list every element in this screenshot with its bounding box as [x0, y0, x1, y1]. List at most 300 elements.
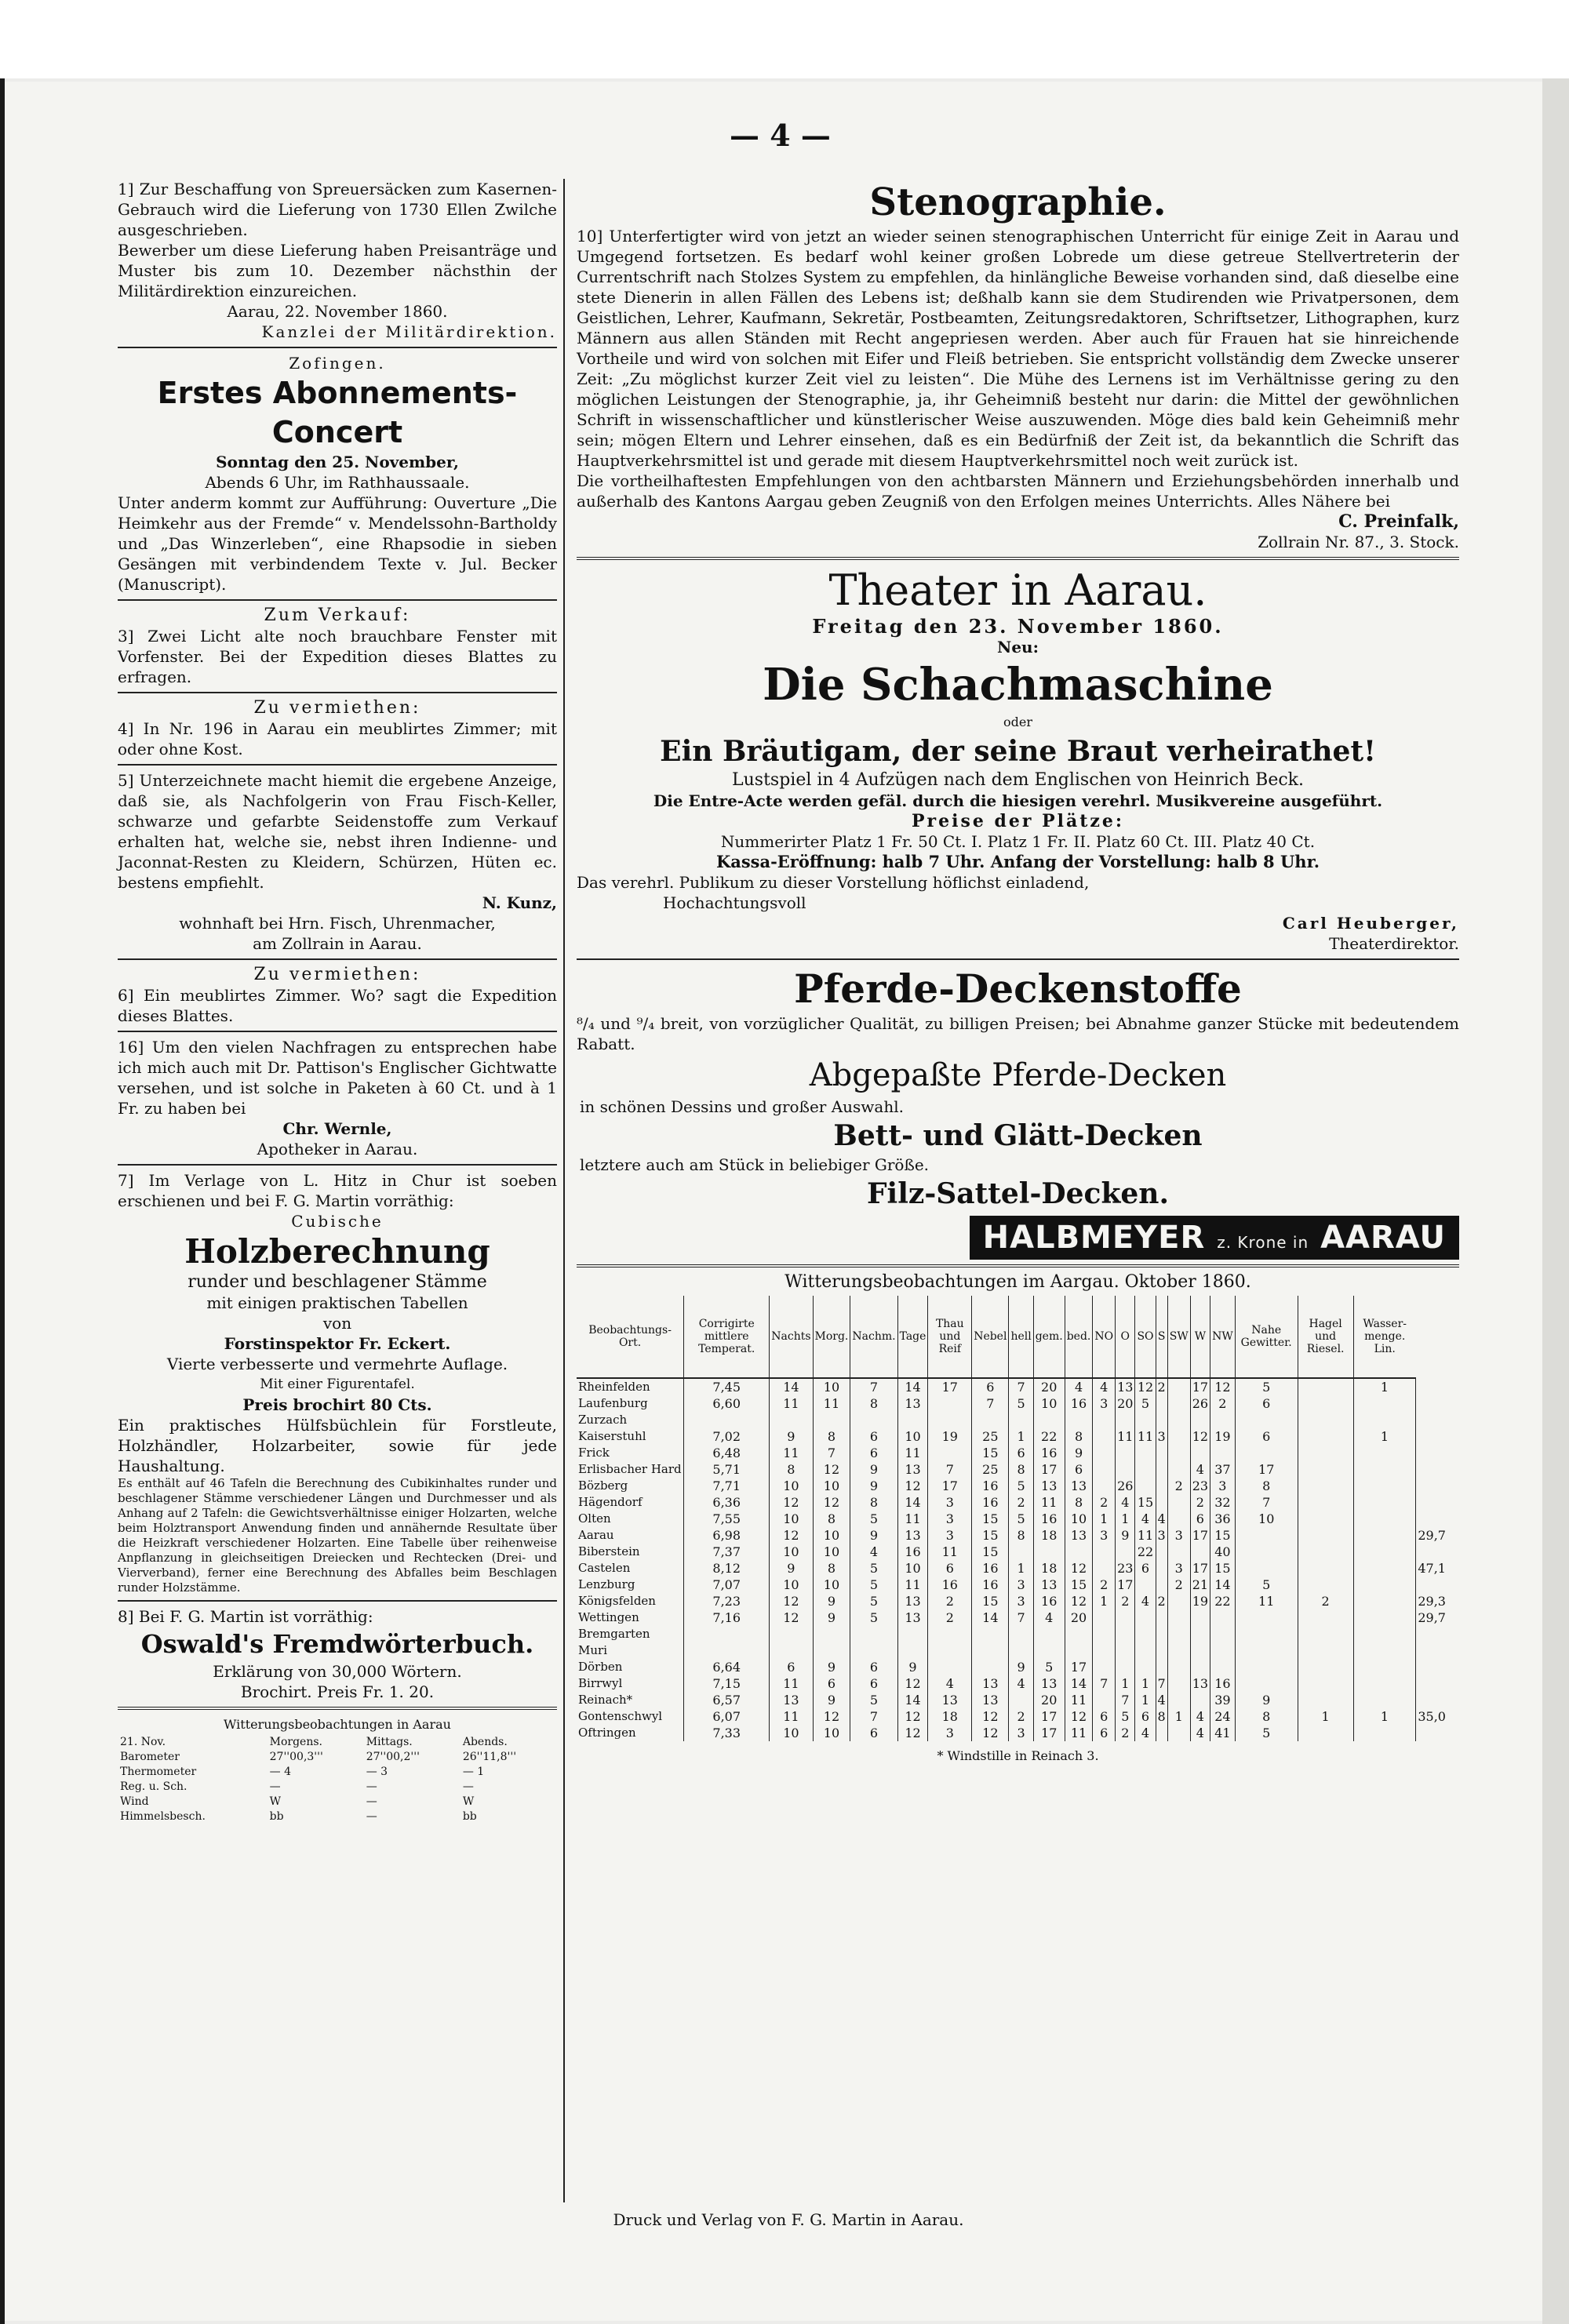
table-cell: 11 — [897, 1511, 928, 1527]
table-cell: 6 — [850, 1725, 897, 1741]
table-cell: 2 — [1298, 1593, 1353, 1609]
table-cell — [1135, 1461, 1156, 1478]
table-cell: 10 — [813, 1725, 850, 1741]
table-cell: Dörben — [578, 1660, 623, 1674]
table-cell: 7 — [1235, 1494, 1298, 1511]
table-cell: 4 — [850, 1544, 897, 1560]
table-cell: 16 — [972, 1577, 1009, 1593]
table-cell — [1009, 1692, 1033, 1708]
table-cell — [1190, 1544, 1210, 1560]
table-cell: 39 — [1210, 1692, 1236, 1708]
table-header-cell: Beobachtungs-Ort. — [577, 1296, 684, 1378]
table-cell — [897, 1626, 928, 1642]
table-cell: 16 — [972, 1478, 1009, 1494]
table-cell: 11 — [1135, 1428, 1156, 1445]
table-cell: 11 — [770, 1675, 813, 1692]
table-row — [577, 1378, 1447, 1395]
table-cell: 13 — [897, 1593, 928, 1609]
halbmeyer-logo-box — [970, 1216, 1459, 1260]
table-cell: 13 — [1065, 1527, 1093, 1544]
table-cell: 9 — [1009, 1659, 1033, 1675]
theater-times: Kassa-Eröffnung: halb 7 Uhr. Anfang der Vorstellung: halb 8 Uhr. — [715, 852, 1320, 871]
table-cell: 6 — [1190, 1511, 1210, 1527]
table-cell: 10 — [813, 1478, 850, 1494]
table-cell: 20 — [1033, 1692, 1065, 1708]
oswald-intro: 8] Bei F. G. Martin ist vorräthig: — [118, 1607, 373, 1626]
table-cell — [1156, 1445, 1167, 1461]
table-cell: 16 — [1210, 1675, 1236, 1692]
steno-title: Stenographie. — [869, 180, 1167, 224]
table-cell: 7 — [1116, 1692, 1135, 1708]
table-cell — [1353, 1412, 1416, 1428]
table-cell: 22 — [1033, 1428, 1065, 1445]
table-cell: 10 — [770, 1544, 813, 1560]
weather-big-table — [577, 1296, 1447, 1741]
table-cell: 17 — [1190, 1527, 1210, 1544]
table-cell: 21. Nov. — [120, 1736, 166, 1748]
kunz-sign: N. Kunz, — [482, 893, 557, 912]
table-cell: Muri — [578, 1643, 607, 1657]
verkauf-body: 3] Zwei Licht alte noch brauchbare Fenster mit Vorfenster. Bei der Expedition dieses Blattes zu erfragen. — [118, 627, 557, 686]
table-cell: 18 — [1033, 1527, 1065, 1544]
table-cell — [1416, 1395, 1447, 1412]
table-cell — [1210, 1609, 1236, 1626]
table-cell: 32 — [1210, 1494, 1236, 1511]
table-cell: 47,1 — [1416, 1560, 1447, 1577]
table-cell — [1235, 1560, 1298, 1577]
weather-small-title: Witterungsbeobachtungen in Aarau — [224, 1717, 451, 1732]
table-cell: 4 — [1156, 1692, 1167, 1708]
table-cell: 4 — [1009, 1675, 1033, 1692]
table-cell — [1235, 1527, 1298, 1544]
table-cell: 15 — [1135, 1494, 1156, 1511]
table-cell — [1116, 1544, 1135, 1560]
table-cell: 5 — [1009, 1395, 1033, 1412]
table-header-cell: Corrigirte mittlere Temperat. — [684, 1296, 770, 1378]
table-cell: 6 — [813, 1675, 850, 1692]
table-cell: 1 — [1298, 1708, 1353, 1725]
pferde-title: Pferde-Deckenstoffe — [794, 966, 1242, 1012]
table-cell: 4 — [1190, 1461, 1210, 1478]
table-cell: 41 — [1210, 1725, 1236, 1741]
table-cell: 9 — [897, 1659, 928, 1675]
concert-title: Erstes Abonnements-Concert — [157, 376, 518, 449]
table-cell: — — [462, 1780, 474, 1793]
table-cell: 10 — [813, 1527, 850, 1544]
table-cell: 17 — [1033, 1725, 1065, 1741]
table-cell: 2 — [1167, 1577, 1190, 1593]
table-cell — [1210, 1412, 1236, 1428]
table-cell: 5 — [1235, 1378, 1298, 1395]
table-cell: 4 — [1190, 1708, 1210, 1725]
table-cell: 5 — [1009, 1511, 1033, 1527]
divider — [577, 557, 1459, 560]
table-cell: Wettingen — [578, 1610, 639, 1624]
table-cell — [1167, 1494, 1190, 1511]
table-cell — [1009, 1626, 1033, 1642]
concert-date: Sonntag den 25. November, — [216, 453, 459, 471]
table-cell — [1167, 1609, 1190, 1626]
oswald-price: Brochirt. Preis Fr. 1. 20. — [240, 1682, 435, 1701]
table-cell: 11 — [897, 1577, 928, 1593]
table-cell: 9 — [813, 1593, 850, 1609]
table-cell — [1033, 1412, 1065, 1428]
table-cell: 6 — [850, 1675, 897, 1692]
theater-sign: Carl Heuberger, — [1282, 914, 1459, 933]
table-cell — [1298, 1692, 1353, 1708]
table-cell: 23 — [1190, 1478, 1210, 1494]
table-cell: 12 — [770, 1593, 813, 1609]
table-cell: 12 — [897, 1478, 928, 1494]
table-cell: 9 — [1116, 1527, 1135, 1544]
table-cell: 8 — [1235, 1478, 1298, 1494]
table-cell: 8 — [813, 1428, 850, 1445]
table-cell — [1353, 1461, 1416, 1478]
table-cell — [1009, 1642, 1033, 1659]
vermiethen-heading: Zu vermiethen: — [253, 698, 421, 718]
theater-neu: Neu: — [997, 638, 1039, 656]
table-cell: 14 — [897, 1494, 928, 1511]
table-header-cell: NO — [1093, 1296, 1116, 1378]
table-cell — [928, 1659, 972, 1675]
table-header-cell: Hagel und Riesel. — [1298, 1296, 1353, 1378]
table-cell: 18 — [1033, 1560, 1065, 1577]
table-cell — [770, 1626, 813, 1642]
table-cell — [1190, 1626, 1210, 1642]
table-cell: 17 — [1065, 1659, 1093, 1675]
table-cell: 2 — [1210, 1395, 1236, 1412]
table-cell — [1167, 1445, 1190, 1461]
table-cell: 25 — [972, 1428, 1009, 1445]
table-cell — [1033, 1642, 1065, 1659]
table-cell: 29,7 — [1416, 1609, 1447, 1626]
table-cell — [1156, 1609, 1167, 1626]
table-header-cell: Wasser-menge. Lin. — [1353, 1296, 1416, 1378]
table-row — [577, 1478, 1447, 1494]
table-cell: 12 — [1210, 1378, 1236, 1395]
table-cell — [1093, 1626, 1116, 1642]
table-cell: Hägendorf — [578, 1495, 643, 1509]
table-cell: 16 — [972, 1560, 1009, 1577]
column-divider — [563, 179, 565, 2202]
pferde-title2: Abgepaßte Pferde-Decken — [809, 1057, 1227, 1093]
holz-price: Preis brochirt 80 Cts. — [242, 1395, 432, 1414]
table-cell — [1353, 1560, 1416, 1577]
table-cell: 5 — [850, 1560, 897, 1577]
table-cell: 1 — [1353, 1378, 1416, 1395]
table-cell: 13 — [972, 1692, 1009, 1708]
vermiethen-body: 4] In Nr. 196 in Aarau ein meublirtes Zimmer; mit oder ohne Kost. — [118, 719, 557, 758]
table-cell — [1298, 1494, 1353, 1511]
table-cell: 1 — [1009, 1428, 1033, 1445]
table-cell: 21 — [1190, 1577, 1210, 1593]
table-cell — [1190, 1642, 1210, 1659]
table-cell: 3 — [1093, 1395, 1116, 1412]
table-cell — [1190, 1445, 1210, 1461]
concert-body: Unter anderm kommt zur Aufführung: Ouverture „Die Heimkehr aus der Fremde“ v. Mendelssohn-Bartholdy und „Das Winzerleben“, eine Rhapsodie in sieben Gesängen mit verbindendem Texte v. Jul. Becker (Manuscript). — [118, 493, 557, 594]
table-cell: 2 — [1156, 1593, 1167, 1609]
halbmeyer-logo — [577, 1216, 1459, 1260]
table-cell: 4 — [1135, 1593, 1156, 1609]
theater-prices-heading: Preise der Plätze: — [911, 811, 1125, 831]
table-cell: 12 — [897, 1708, 928, 1725]
table-cell: 4 — [1093, 1378, 1116, 1395]
table-cell: 6 — [1235, 1395, 1298, 1412]
table-cell: 2 — [1116, 1593, 1135, 1609]
table-cell — [1093, 1642, 1116, 1659]
table-cell — [1093, 1461, 1116, 1478]
table-cell — [1416, 1478, 1447, 1494]
ad-military — [118, 179, 557, 342]
table-cell: 11 — [1135, 1527, 1156, 1544]
right-column — [577, 179, 1459, 1766]
table-cell: W — [269, 1795, 282, 1808]
table-cell — [1353, 1445, 1416, 1461]
table-cell: 7,45 — [684, 1378, 770, 1395]
table-row — [577, 1675, 1447, 1692]
table-cell — [1135, 1659, 1156, 1675]
table-cell: — — [366, 1795, 377, 1808]
table-cell — [1167, 1395, 1190, 1412]
table-cell: 5 — [850, 1577, 897, 1593]
table-cell: 6 — [770, 1659, 813, 1675]
table-cell — [1416, 1642, 1447, 1659]
table-cell: 3 — [1156, 1428, 1167, 1445]
table-cell: 5 — [1235, 1725, 1298, 1741]
kunz-addr1: wohnhaft bei Hrn. Fisch, Uhrenmacher, — [179, 914, 496, 933]
table-cell — [1416, 1577, 1447, 1593]
table-cell: 5 — [1009, 1478, 1033, 1494]
table-cell — [1167, 1659, 1190, 1675]
table-cell — [1353, 1395, 1416, 1412]
theater-play: Die Schachmaschine — [763, 659, 1273, 711]
table-cell: 10 — [770, 1577, 813, 1593]
table-row — [577, 1412, 1447, 1428]
table-cell: 8 — [813, 1560, 850, 1577]
table-cell: 27''00,3''' — [269, 1751, 323, 1763]
table-cell — [1167, 1428, 1190, 1445]
table-cell: 9 — [813, 1692, 850, 1708]
table-cell: 1 — [1116, 1675, 1135, 1692]
table-cell: 13 — [1033, 1478, 1065, 1494]
table-cell — [1167, 1461, 1190, 1478]
table-cell: 2 — [1093, 1494, 1116, 1511]
table-cell: 3 — [928, 1511, 972, 1527]
table-cell — [1353, 1609, 1416, 1626]
holz-sub1: runder und beschlagener Stämme — [187, 1272, 487, 1292]
kunz-addr2: am Zollrain in Aarau. — [253, 934, 422, 953]
weather-small-table — [118, 1735, 557, 1824]
theater-invite: Das verehrl. Publikum zu dieser Vorstellung höflichst einladend, — [577, 873, 1090, 892]
holz-sub2: mit einigen praktischen Tabellen — [206, 1293, 468, 1312]
table-cell — [1167, 1626, 1190, 1642]
table-cell: 20 — [1033, 1378, 1065, 1395]
table-cell: 15 — [1210, 1527, 1236, 1544]
table-row — [577, 1395, 1447, 1412]
table-cell: 11 — [1033, 1494, 1065, 1511]
table-cell — [1353, 1527, 1416, 1544]
table-cell: 19 — [928, 1428, 972, 1445]
table-cell — [1298, 1478, 1353, 1494]
pferde-title4: Filz-Sattel-Decken. — [867, 1177, 1169, 1210]
table-cell — [1093, 1609, 1116, 1626]
table-row — [577, 1609, 1447, 1626]
table-header-cell: hell — [1009, 1296, 1033, 1378]
table-cell: 13 — [897, 1461, 928, 1478]
table-cell: 6 — [1135, 1708, 1156, 1725]
table-cell — [1156, 1412, 1167, 1428]
table-cell: 4 — [1135, 1725, 1156, 1741]
table-row — [577, 1577, 1447, 1593]
table-cell: 2 — [1156, 1378, 1167, 1395]
table-cell: 7,16 — [684, 1609, 770, 1626]
table-cell: 23 — [1116, 1560, 1135, 1577]
table-cell — [1298, 1577, 1353, 1593]
table-cell — [1156, 1544, 1167, 1560]
table-cell — [1416, 1412, 1447, 1428]
table-cell: 1 — [1353, 1428, 1416, 1445]
table-cell: — — [366, 1810, 377, 1823]
table-cell: 40 — [1210, 1544, 1236, 1560]
table-cell — [850, 1626, 897, 1642]
table-cell: 6 — [1093, 1725, 1116, 1741]
table-cell — [1093, 1692, 1116, 1708]
table-cell — [1093, 1445, 1116, 1461]
holz-small: Es enthält auf 46 Tafeln die Berechnung des Cubikinhaltes runder und beschlagener Stämme verschiedener Längen und Durchmesser und als Anhang auf 2 Tafeln: die Gewichtsverhältnisse einiger Holzarten, welche beim Holztransport Anwendung finden und annähernde Resultate über die Heizkraft verschiedener Holzarten. Eine Tabelle über reihenweise Anpflanzung in gleichseitigen Dreiecken und Rechtecken (Drei- und Vierverband), ferner eine Berechnung des Abfalles beim Beschlagen runder Holzstämme. — [118, 1476, 557, 1595]
table-row — [577, 1544, 1447, 1560]
table-cell: 6 — [1093, 1708, 1116, 1725]
divider — [577, 958, 1459, 960]
table-cell — [1235, 1609, 1298, 1626]
table-cell: Bözberg — [578, 1478, 628, 1493]
table-cell: 6 — [1065, 1461, 1093, 1478]
ad-military-sign: Kanzlei der Militärdirektion. — [261, 322, 557, 341]
table-cell — [1416, 1428, 1447, 1445]
table-cell — [1135, 1642, 1156, 1659]
table-cell: 5 — [1135, 1395, 1156, 1412]
scan-top-margin — [0, 0, 1569, 78]
table-cell — [1167, 1412, 1190, 1428]
table-row — [118, 1780, 557, 1795]
table-cell: Biberstein — [578, 1544, 640, 1558]
table-cell — [1093, 1659, 1116, 1675]
table-cell: 4 — [1156, 1511, 1167, 1527]
table-cell: 14 — [770, 1378, 813, 1395]
table-cell — [1116, 1445, 1135, 1461]
table-cell: 10 — [770, 1478, 813, 1494]
steno-body2: Die vortheilhaftesten Empfehlungen von den achtbarsten Männern und Erziehungsbehörden innerhalb und außerhalb des Kantons Aargau geben Zeugniß von den Erfolgen meines Unterrichts. Alles Nähere bei — [577, 471, 1459, 511]
table-cell — [1167, 1511, 1190, 1527]
table-cell: Königsfelden — [578, 1594, 656, 1608]
table-cell — [1135, 1626, 1156, 1642]
table-row — [577, 1428, 1447, 1445]
holz-title: Holzberechnung — [184, 1232, 490, 1271]
table-row — [577, 1659, 1447, 1675]
logo-main: HALBMEYER — [982, 1220, 1206, 1256]
table-cell — [1353, 1675, 1416, 1692]
table-cell: 29,7 — [1416, 1527, 1447, 1544]
table-cell: 12 — [972, 1725, 1009, 1741]
table-cell — [1353, 1577, 1416, 1593]
table-cell — [1135, 1412, 1156, 1428]
table-cell — [850, 1642, 897, 1659]
table-cell: 3 — [1167, 1527, 1190, 1544]
table-cell: 13 — [770, 1692, 813, 1708]
table-cell — [1190, 1659, 1210, 1675]
table-cell: 11 — [770, 1708, 813, 1725]
holz-von: von — [322, 1314, 352, 1333]
table-cell: 4 — [1033, 1609, 1065, 1626]
table-header-cell: Morg. — [813, 1296, 850, 1378]
table-row — [577, 1560, 1447, 1577]
table-cell: 14 — [1210, 1577, 1236, 1593]
table-cell: 10 — [770, 1725, 813, 1741]
table-cell: 3 — [928, 1494, 972, 1511]
table-cell: 8 — [1009, 1461, 1033, 1478]
table-cell — [1009, 1412, 1033, 1428]
table-cell: 22 — [1135, 1544, 1156, 1560]
table-row — [577, 1642, 1447, 1659]
table-cell — [1298, 1642, 1353, 1659]
theater-oder: oder — [1003, 715, 1032, 729]
table-cell: Laufenburg — [578, 1396, 648, 1410]
table-row — [577, 1692, 1447, 1708]
table-cell — [1298, 1461, 1353, 1478]
divider — [118, 958, 557, 960]
table-cell — [1116, 1659, 1135, 1675]
table-cell: 17 — [1190, 1378, 1210, 1395]
kunz-body: 5] Unterzeichnete macht hiemit die ergebene Anzeige, daß sie, als Nachfolgerin von Frau Fisch-Keller, schwarze und gefarbte Seidenstoffe zum Verkauf erhalten hat, welche sie, nebst ihren Indienne- und Jaconnat-Resten zu Kleidern, Schürzen, Hüten ec. bestens empfiehlt. — [118, 771, 557, 892]
table-cell: Himmelsbesch. — [120, 1810, 206, 1823]
table-cell: Morgens. — [269, 1736, 322, 1748]
table-cell: 4 — [1116, 1494, 1135, 1511]
table-cell — [1416, 1659, 1447, 1675]
table-cell: 12 — [770, 1494, 813, 1511]
table-cell: 6 — [1135, 1560, 1156, 1577]
table-cell: 12 — [813, 1494, 850, 1511]
table-cell: 6 — [1009, 1445, 1033, 1461]
divider — [118, 347, 557, 348]
table-cell — [1093, 1478, 1116, 1494]
table-cell: Wind — [120, 1795, 149, 1808]
table-cell: 20 — [1065, 1609, 1093, 1626]
table-cell — [1033, 1626, 1065, 1642]
table-cell: 7,33 — [684, 1725, 770, 1741]
table-cell: 6,60 — [684, 1395, 770, 1412]
table-cell — [1298, 1378, 1353, 1395]
table-cell: 6 — [850, 1445, 897, 1461]
table-cell: bb — [462, 1810, 477, 1823]
weather-big-body — [577, 1378, 1447, 1741]
table-cell — [1235, 1412, 1298, 1428]
table-cell: 10 — [813, 1544, 850, 1560]
table-cell: Rheinfelden — [578, 1380, 650, 1394]
table-cell: 12 — [1135, 1378, 1156, 1395]
steno-sign: C. Preinfalk, — [1338, 511, 1459, 532]
table-cell — [1190, 1609, 1210, 1626]
table-cell: 29,3 — [1416, 1593, 1447, 1609]
table-cell: 11 — [928, 1544, 972, 1560]
table-cell: 10 — [1065, 1511, 1093, 1527]
table-cell — [1116, 1609, 1135, 1626]
table-cell — [1065, 1626, 1093, 1642]
table-cell: 7,37 — [684, 1544, 770, 1560]
steno-body: 10] Unterfertigter wird von jetzt an wieder seinen stenographischen Unterricht für einige Zeit in Aarau und Umgegend fortsetzen. Es bedarf wohl keiner großen Lobrede um diese getreue Stellvertreterin der Currentschrift nach Stolzes System zu empfehlen, da hinlängliche Beweise vorhanden sind, daß dieselbe eine stete Dienerin in allen Fällen des Lebens ist; deßhalb kann sie dem Studirenden wie Privatpersonen, dem Geistlichen, Lehrer, Kaufmann, Sekretär, Postbeamten, Zeitungsredaktoren, Schriftsetzer, Lithographen, kurz Männern aus allen Ständen mit Recht angepriesen werden. Aber auch für Frauen hat sie hinreichende Vortheile und wird von solchen mit Eifer und Fleiß betrieben. Sie entspricht vollständig dem Zwecke unserer Zeit: „Zu möglichst kurzer Zeit viel zu leisten“. Die Mühe des Lernens ist im Verhältnisse gering zu den möglichen Leistungen der Stenographie, ja, ihr Geheimniß besteht nur darin: die Mittel der gewöhnlichen Schrift in wissenschaftlicher und künstlerischer Weise auszuwenden. Möge dies bald kein Geheimniß mehr sein; mögen Eltern und Lehrer einsehen, daß es ein Bedürfniß der Zeit ist, da bekanntlich die Schrift das Hauptverkehrsmittel ist und gerade mit diesem Hauptverkehrsmittel noch weit zurück ist. — [577, 227, 1459, 470]
table-cell: 11 — [770, 1395, 813, 1412]
table-cell: Aarau — [578, 1528, 614, 1542]
table-cell: 13 — [1033, 1577, 1065, 1593]
table-cell — [928, 1626, 972, 1642]
